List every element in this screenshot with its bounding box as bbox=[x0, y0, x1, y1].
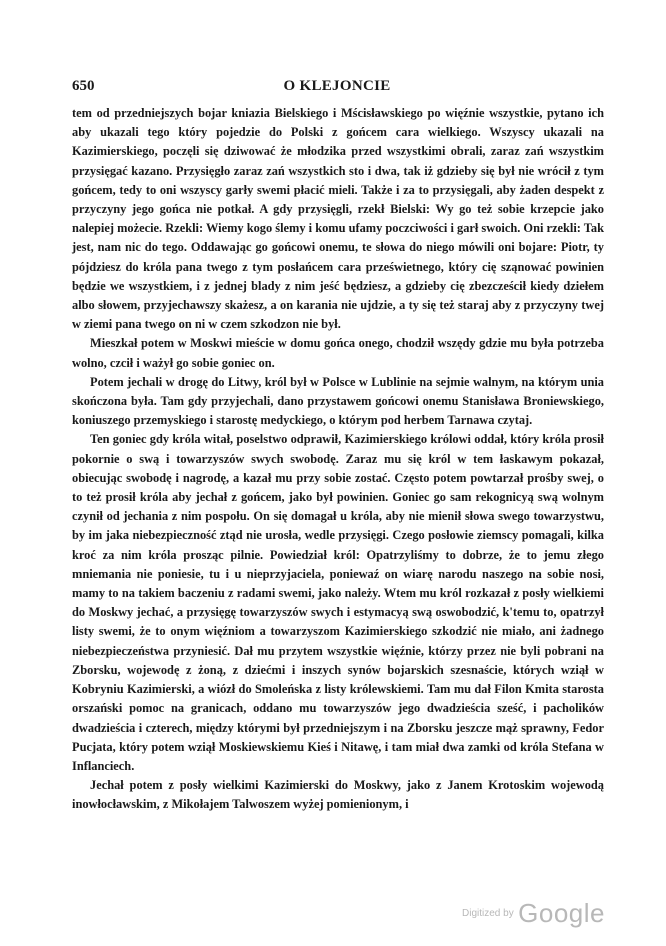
page-number: 650 bbox=[72, 78, 95, 94]
running-head bbox=[72, 78, 602, 96]
google-logo-text: Google bbox=[518, 898, 605, 928]
paragraph-1: tem od przedniejszych bojar kniazia Bielskiego i Mścisławskiego po więźnie wszystkie, pytano ich aby ukazali tego który pojedzie do Polski z gońcem cara wielkiego. Wszyscy ukazali na Kazimierskiego, poczęli się dziwować że młodzika przed wszystkimi obrali, zaraz zań wszystkim przysięgać kazano. Przysięgło zaraz zań wszystkich sto i dwa, tak iż gdzieby się był nie wrócił z tym gońcem, tedy to oni wszyscy garły swemi płacić mieli. Także i za to przysięgali, aby żaden despekt z przyczyny jego gońca nie potkał. A gdy przysięgli, rzekł Bielski: Wy go też sobie krzepcie jako nalepiej możecie. Rzekli: Wiemy kogo ślemy i komu ufamy poczciwości i garł swoich. Oni rzekli: Tak jest, nam nic do tego. Oddawając go gońcowi onemu, te słowa do niego mówili oni bojare: Piotr, ty pójdziesz do króla pana twego z tym posłańcem cara prześwietnego, który cię sząnować powinien będzie we wszystkiem, i z jednej blady z nim jeść będziesz, a gdzieby cię zbezcześcił kiedy dziełem albo słowem, przyjechawszy skażesz, a on karania nie ujdzie, a ty się też staraj aby z przyczyny twej w ziemi pana twego on ni w czem szkodzon nie był. bbox=[72, 106, 604, 332]
paragraph-4: Ten goniec gdy króla witał, poselstwo odprawił, Kazimierskiego królowi oddał, który króla prosił pokornie o swą i towarzyszów swych swobodę. Zaraz mu się król w tem łaskawym pokazał, obiecując swobodę i nagrodę, a kazał mu przy sobie zostać. Często potem powtarzał prośby swej, o to też prosił króla aby jechał z gońcem, jako był powinien. Goniec go sam rekognicyą swą wolnym czynił od jechania z nim pospołu. On się domagał u króla, aby nie mienił słowa swego towarzystwu, by im jaka niebezpieczność ztąd nie urosła, wedle przysięgi. Czego posłowie ziemscy pomagali, kilka kroć za nim króla prosząc pilnie. Powiedział król: Opatrzyliśmy to dobrze, że to jemu złego mniemania nie poniesie, tu i u nieprzyjaciela, poniewaź on wiarę narodu naszego na sobie nosi, mamy to na takiem baczeniu z radami swemi, jako należy. Wtem mu król rozkazał z posły wielkiemi do Moskwy jechać, a przysięgę towarzyszów swych i estymacyą swą oswobodzić, k'temu to, opatrzył listy swemi, że to onym więźniom a towarzyszom Kazimierskiego szkodzić nie miało, ani żadnego niebezpieczeństwa przyniesić. Dał mu przytem wszystkie więźnie, którzy przez nie byli pobrani na Zborsku, wojewodę z żoną, z dziećmi i inszych synów bojarskich szesnaście, których wziął w Kobryniu Kazimierski, a wiózł do Smoleńska z listy królewskiemi. Tam mu dał Filon Kmita starosta orszański pomoc na granicach, oddano mu towarzyszów jego dwadzieścia sześć, i pacholików dwadzieścia i czterech, między którymi był przedniejszym i na Zborsku jeszcze mąż sprawny, Fedor Pucjata, który potem wziął Moskiewskiemu Kieś i Nitawę, i tam miał dwa zamki od króla Stefana w Inflanciech. bbox=[72, 432, 604, 773]
paragraph-3: Potem jechali w drogę do Litwy, król był w Polsce w Lublinie na sejmie walnym, na którym unia skończona była. Tam gdy przyjechali, dano przystawem gońcowi onemu Stanisława Broniewskiego, koniuszego przemyskiego i starostę medyckiego, o którym pod herbem Tarnawa czytaj. bbox=[72, 374, 604, 428]
digitized-watermark bbox=[462, 898, 605, 929]
paragraph-2: Mieszkał potem w Moskwi mieście w domu gońca onego, chodził wszędy gdzie mu była potrzeba wolno, czcił i ważył go sobie goniec on. bbox=[72, 336, 604, 370]
paragraph-5: Jechał potem z posły wielkimi Kazimierski do Moskwy, jako z Janem Krotoskim wojewodą inowłocławskim, z Mikołajem Talwoszem wyżej pomienionym, i bbox=[72, 778, 604, 812]
page-header-title: O KLEJONCIE bbox=[283, 78, 391, 94]
body-text bbox=[72, 104, 604, 815]
watermark-prefix: Digitized by bbox=[462, 908, 514, 919]
